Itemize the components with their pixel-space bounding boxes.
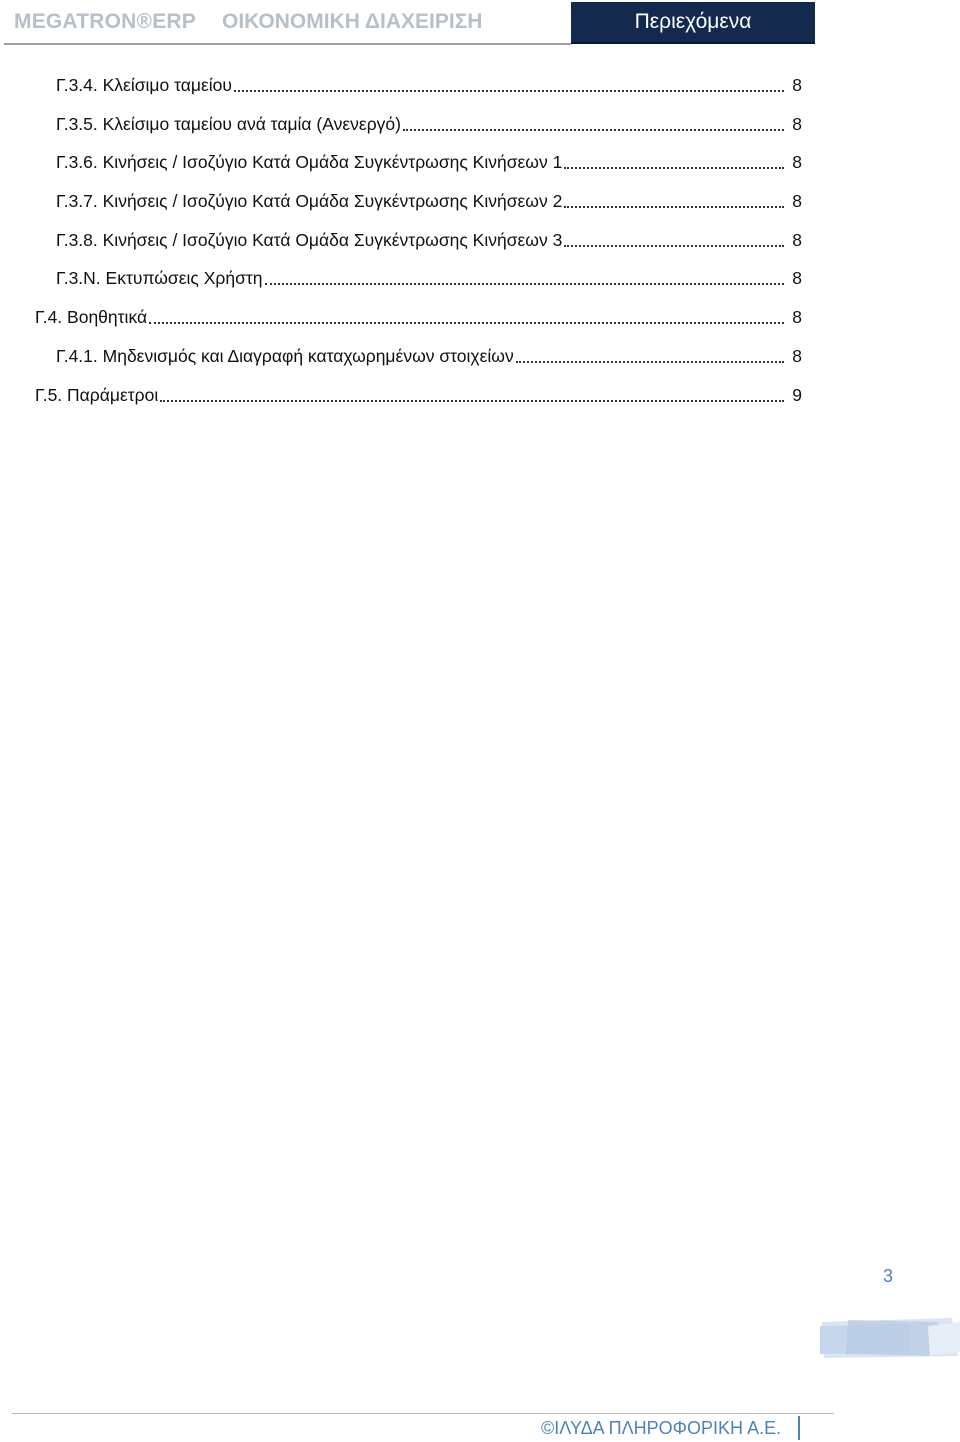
- toc-entry-page: 8: [792, 151, 802, 172]
- toc-leader: [516, 361, 784, 363]
- page-header: [0, 0, 960, 46]
- toc-entry-label: Γ.4. Βοηθητικά: [35, 306, 148, 327]
- toc-leader: [564, 206, 784, 208]
- toc-leader: [234, 90, 784, 92]
- toc-entry-label: Γ.3.6. Κινήσεις / Ισοζύγιο Κατά Ομάδα Συγκέντρωσης Κινήσεων 1: [56, 151, 563, 172]
- toc-leader: [403, 129, 784, 131]
- header-divider: [4, 43, 571, 45]
- toc-leader: [564, 167, 784, 169]
- toc-leader: [265, 283, 784, 285]
- toc-leader: [149, 322, 784, 324]
- toc-entry-page: 8: [792, 74, 802, 95]
- toc-entry[interactable]: [56, 221, 802, 259]
- footer-copyright: ©ΙΛΥΔΑ ΠΛΗΡΟΦΟΡΙΚΗ Α.Ε.: [541, 1418, 782, 1438]
- toc-entry-label: Γ.3.7. Κινήσεις / Ισοζύγιο Κατά Ομάδα Συγκέντρωσης Κινήσεων 2: [56, 190, 563, 211]
- toc-entry[interactable]: [56, 66, 802, 104]
- footer-divider: [12, 1413, 834, 1414]
- contents-tab[interactable]: [571, 2, 815, 44]
- toc-entry-page: 8: [792, 345, 802, 366]
- toc-entry-label: Γ.3.4. Κλείσιμο ταμείου: [56, 74, 232, 95]
- toc-entry[interactable]: [56, 105, 802, 143]
- toc-leader: [564, 245, 784, 247]
- corner-decoration: [818, 1312, 960, 1362]
- toc-entry[interactable]: [56, 337, 802, 375]
- toc-entry-page: 8: [792, 267, 802, 288]
- toc-entry[interactable]: [35, 298, 802, 336]
- toc-entry-label: Γ.3.Ν. Εκτυπώσεις Χρήστη: [56, 267, 263, 288]
- section-title: ΟΙΚΟΝΟΜΙΚΗ ΔΙΑΧΕΙΡΙΣΗ: [222, 10, 483, 33]
- toc-entry[interactable]: [35, 376, 802, 414]
- toc-entry-label: Γ.5. Παράμετροι: [35, 384, 159, 405]
- toc-entry-page: 9: [792, 384, 802, 405]
- toc-entry[interactable]: [56, 143, 802, 181]
- toc-leader: [160, 400, 784, 402]
- toc-entry-page: 8: [792, 190, 802, 211]
- toc-entry-label: Γ.3.8. Κινήσεις / Ισοζύγιο Κατά Ομάδα Συγκέντρωσης Κινήσεων 3: [56, 229, 563, 250]
- toc-entry-page: 8: [792, 229, 802, 250]
- toc-entry-label: Γ.3.5. Κλείσιμο ταμείου ανά ταμία (Ανενεργό): [56, 113, 401, 134]
- toc-entry-page: 8: [792, 113, 802, 134]
- toc-entry[interactable]: [56, 182, 802, 220]
- contents-tab-label: Περιεχόμενα: [634, 10, 752, 33]
- toc-entry-page: 8: [792, 306, 802, 327]
- brand-title: MEGATRON®ERP: [14, 10, 196, 33]
- toc-entry-label: Γ.4.1. Μηδενισμός και Διαγραφή καταχωρημένων στοιχείων: [56, 345, 514, 366]
- footer-separator: [798, 1416, 800, 1440]
- toc-entry[interactable]: [56, 259, 802, 297]
- page-number: 3: [883, 1266, 894, 1286]
